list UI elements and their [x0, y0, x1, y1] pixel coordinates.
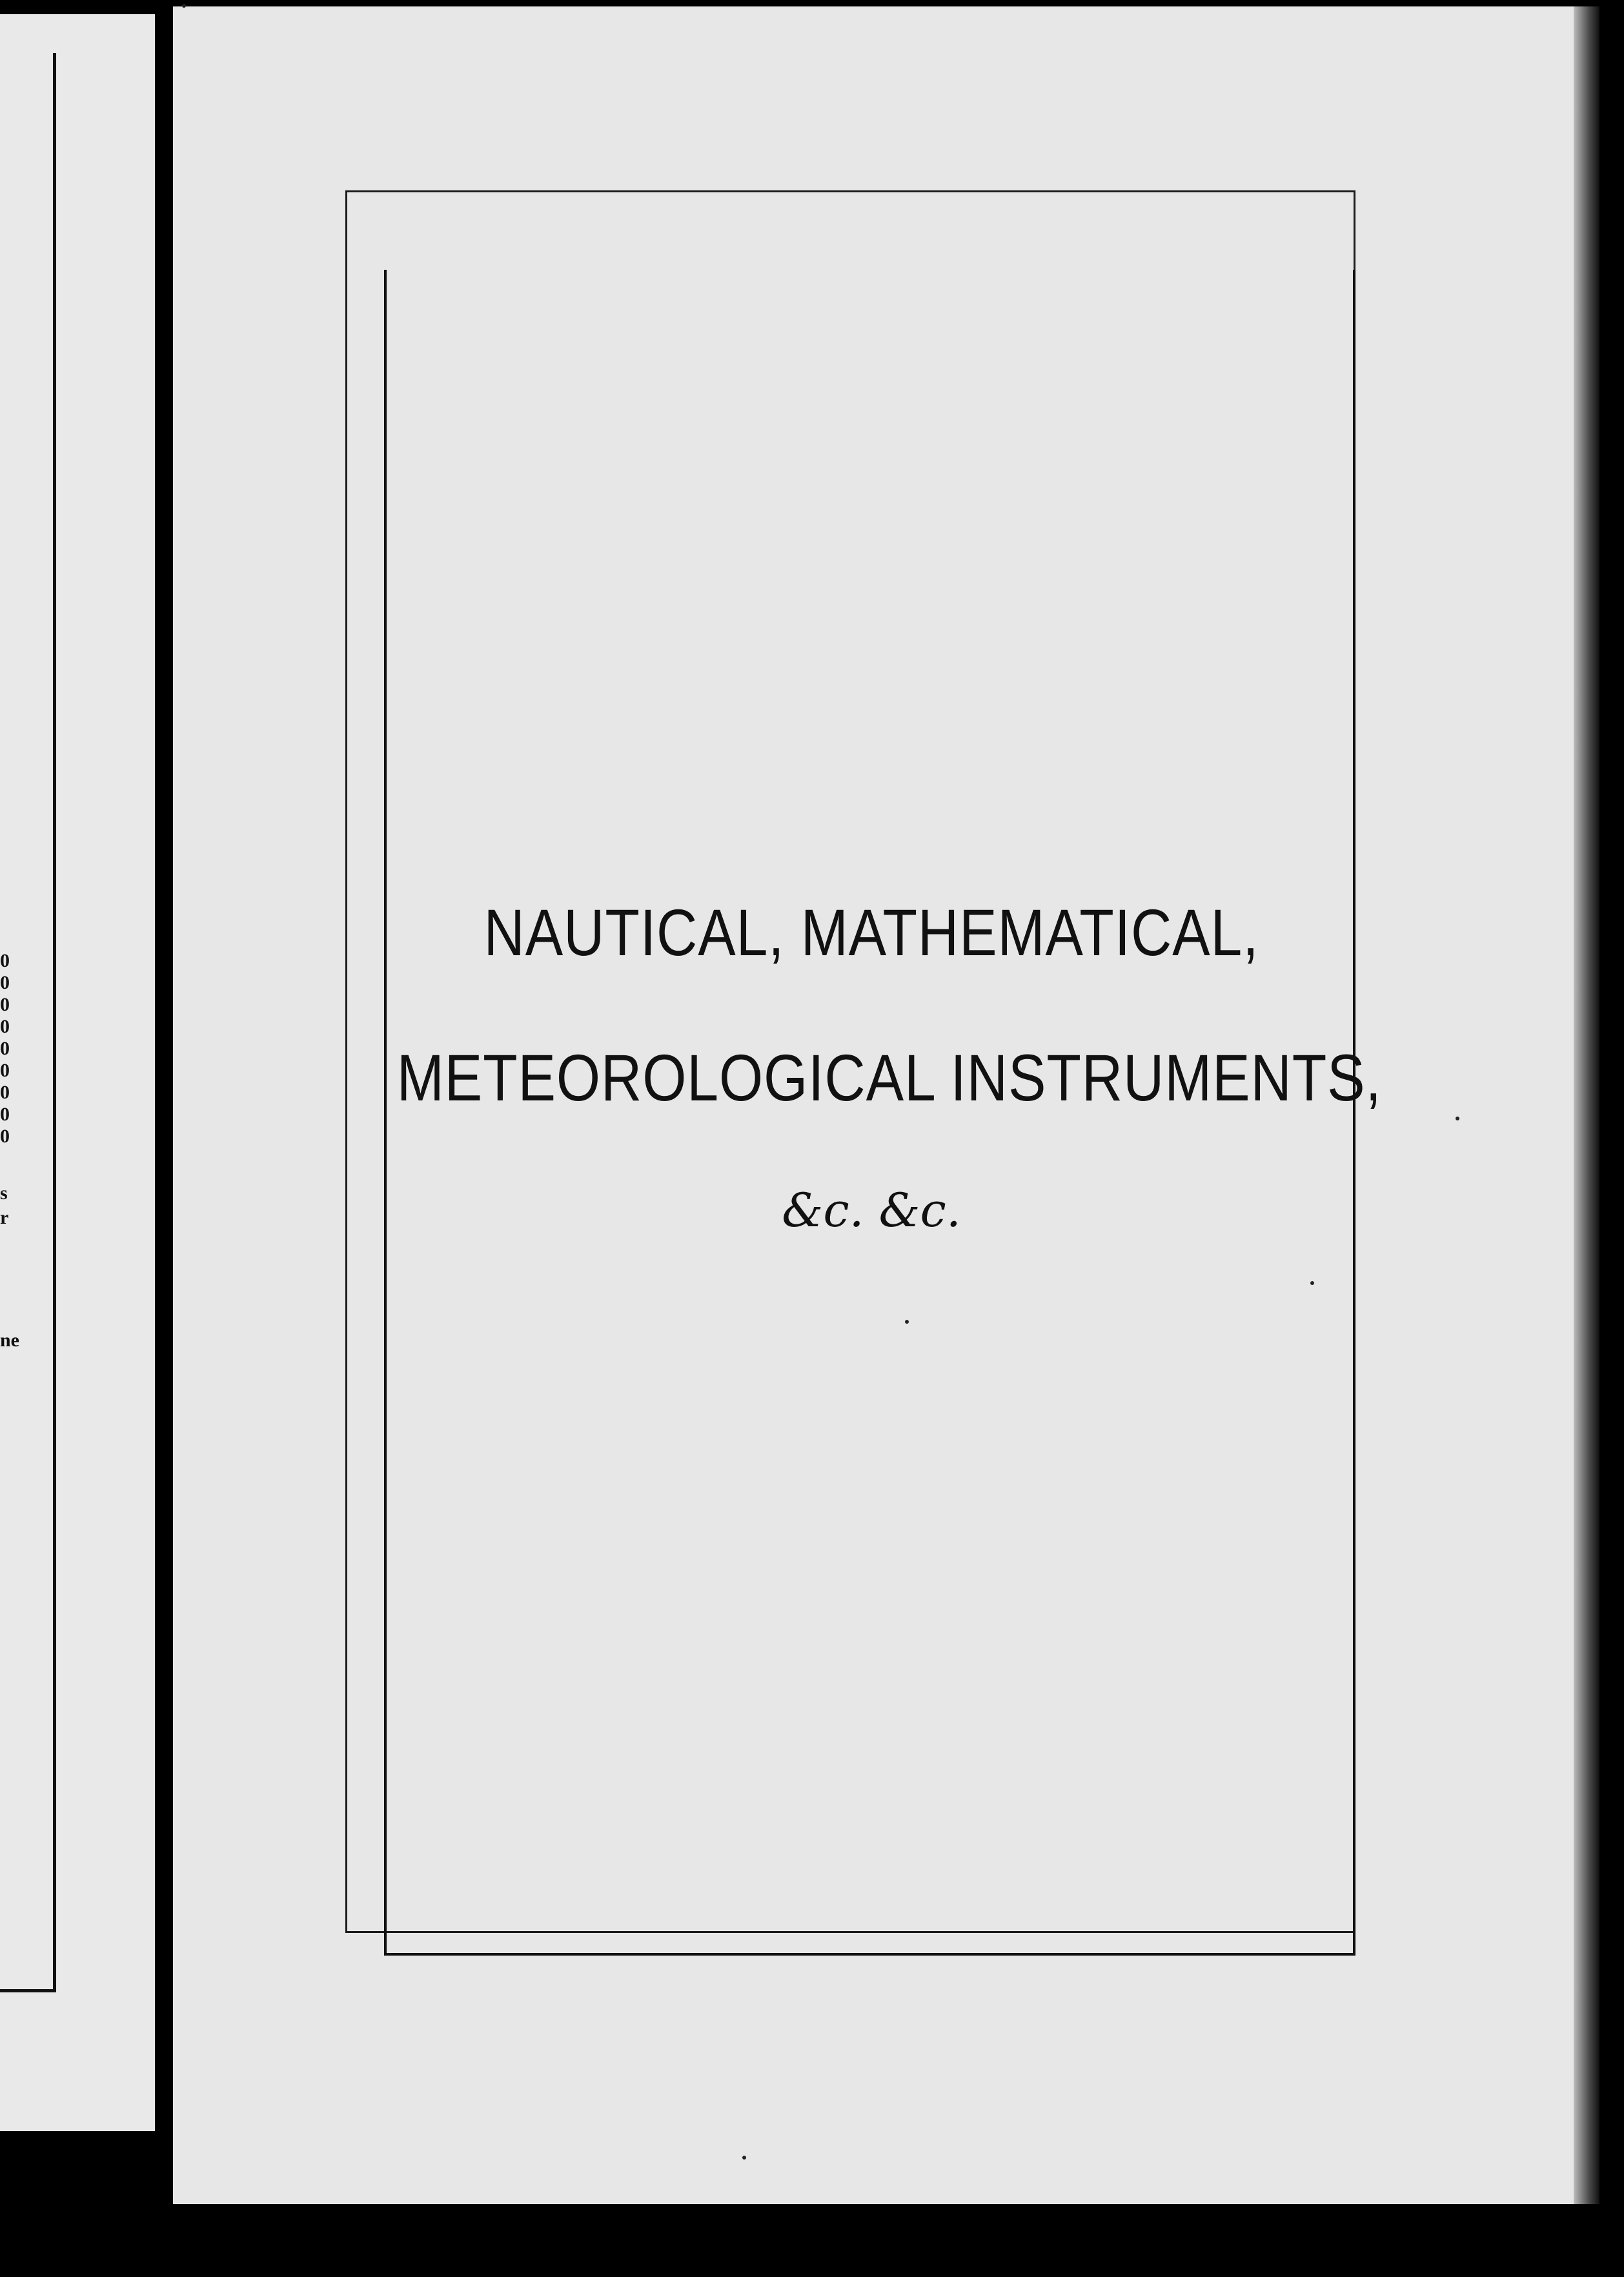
left-page-word: ne — [0, 1330, 19, 1351]
dust-speck — [1310, 1281, 1314, 1285]
left-page-mark: 0 — [0, 994, 10, 1015]
left-page-mark: 0 — [0, 1060, 10, 1081]
left-page-word — [0, 1256, 18, 1280]
left-page-word — [0, 1280, 18, 1305]
page-gutter — [155, 0, 173, 2277]
left-page-word — [0, 1231, 18, 1256]
advertisement-line-etc: &c. &c. — [782, 1183, 961, 1237]
left-page-word: s — [0, 1182, 8, 1204]
left-page-mark: 0 — [0, 950, 10, 971]
left-page-cut-off-words — [0, 1182, 18, 1354]
left-page-mark: 0 — [0, 1082, 10, 1103]
advertisement-line-nautical: NAUTICAL, MATHEMATICAL, — [483, 896, 1259, 969]
dust-speck — [1456, 1117, 1459, 1120]
adjacent-left-page — [0, 14, 155, 2131]
left-page-mark: 0 — [0, 1038, 10, 1059]
left-page-word: r — [0, 1207, 9, 1228]
left-page-mark: 0 — [0, 1104, 10, 1125]
left-page-mark: 0 — [0, 972, 10, 993]
dust-speck — [905, 1320, 909, 1324]
left-page-mark: 0 — [0, 1016, 10, 1037]
left-page-cut-off-numbers — [0, 950, 15, 1148]
dust-speck — [742, 2156, 746, 2160]
page-edge-shadow — [1574, 6, 1599, 2204]
left-page-word — [0, 1305, 18, 1330]
dust-speck — [182, 4, 186, 8]
left-page-mark: 0 — [0, 1126, 10, 1147]
advertisement-line-meteorological: METEOROLOGICAL INSTRUMENTS, — [396, 1041, 1382, 1115]
